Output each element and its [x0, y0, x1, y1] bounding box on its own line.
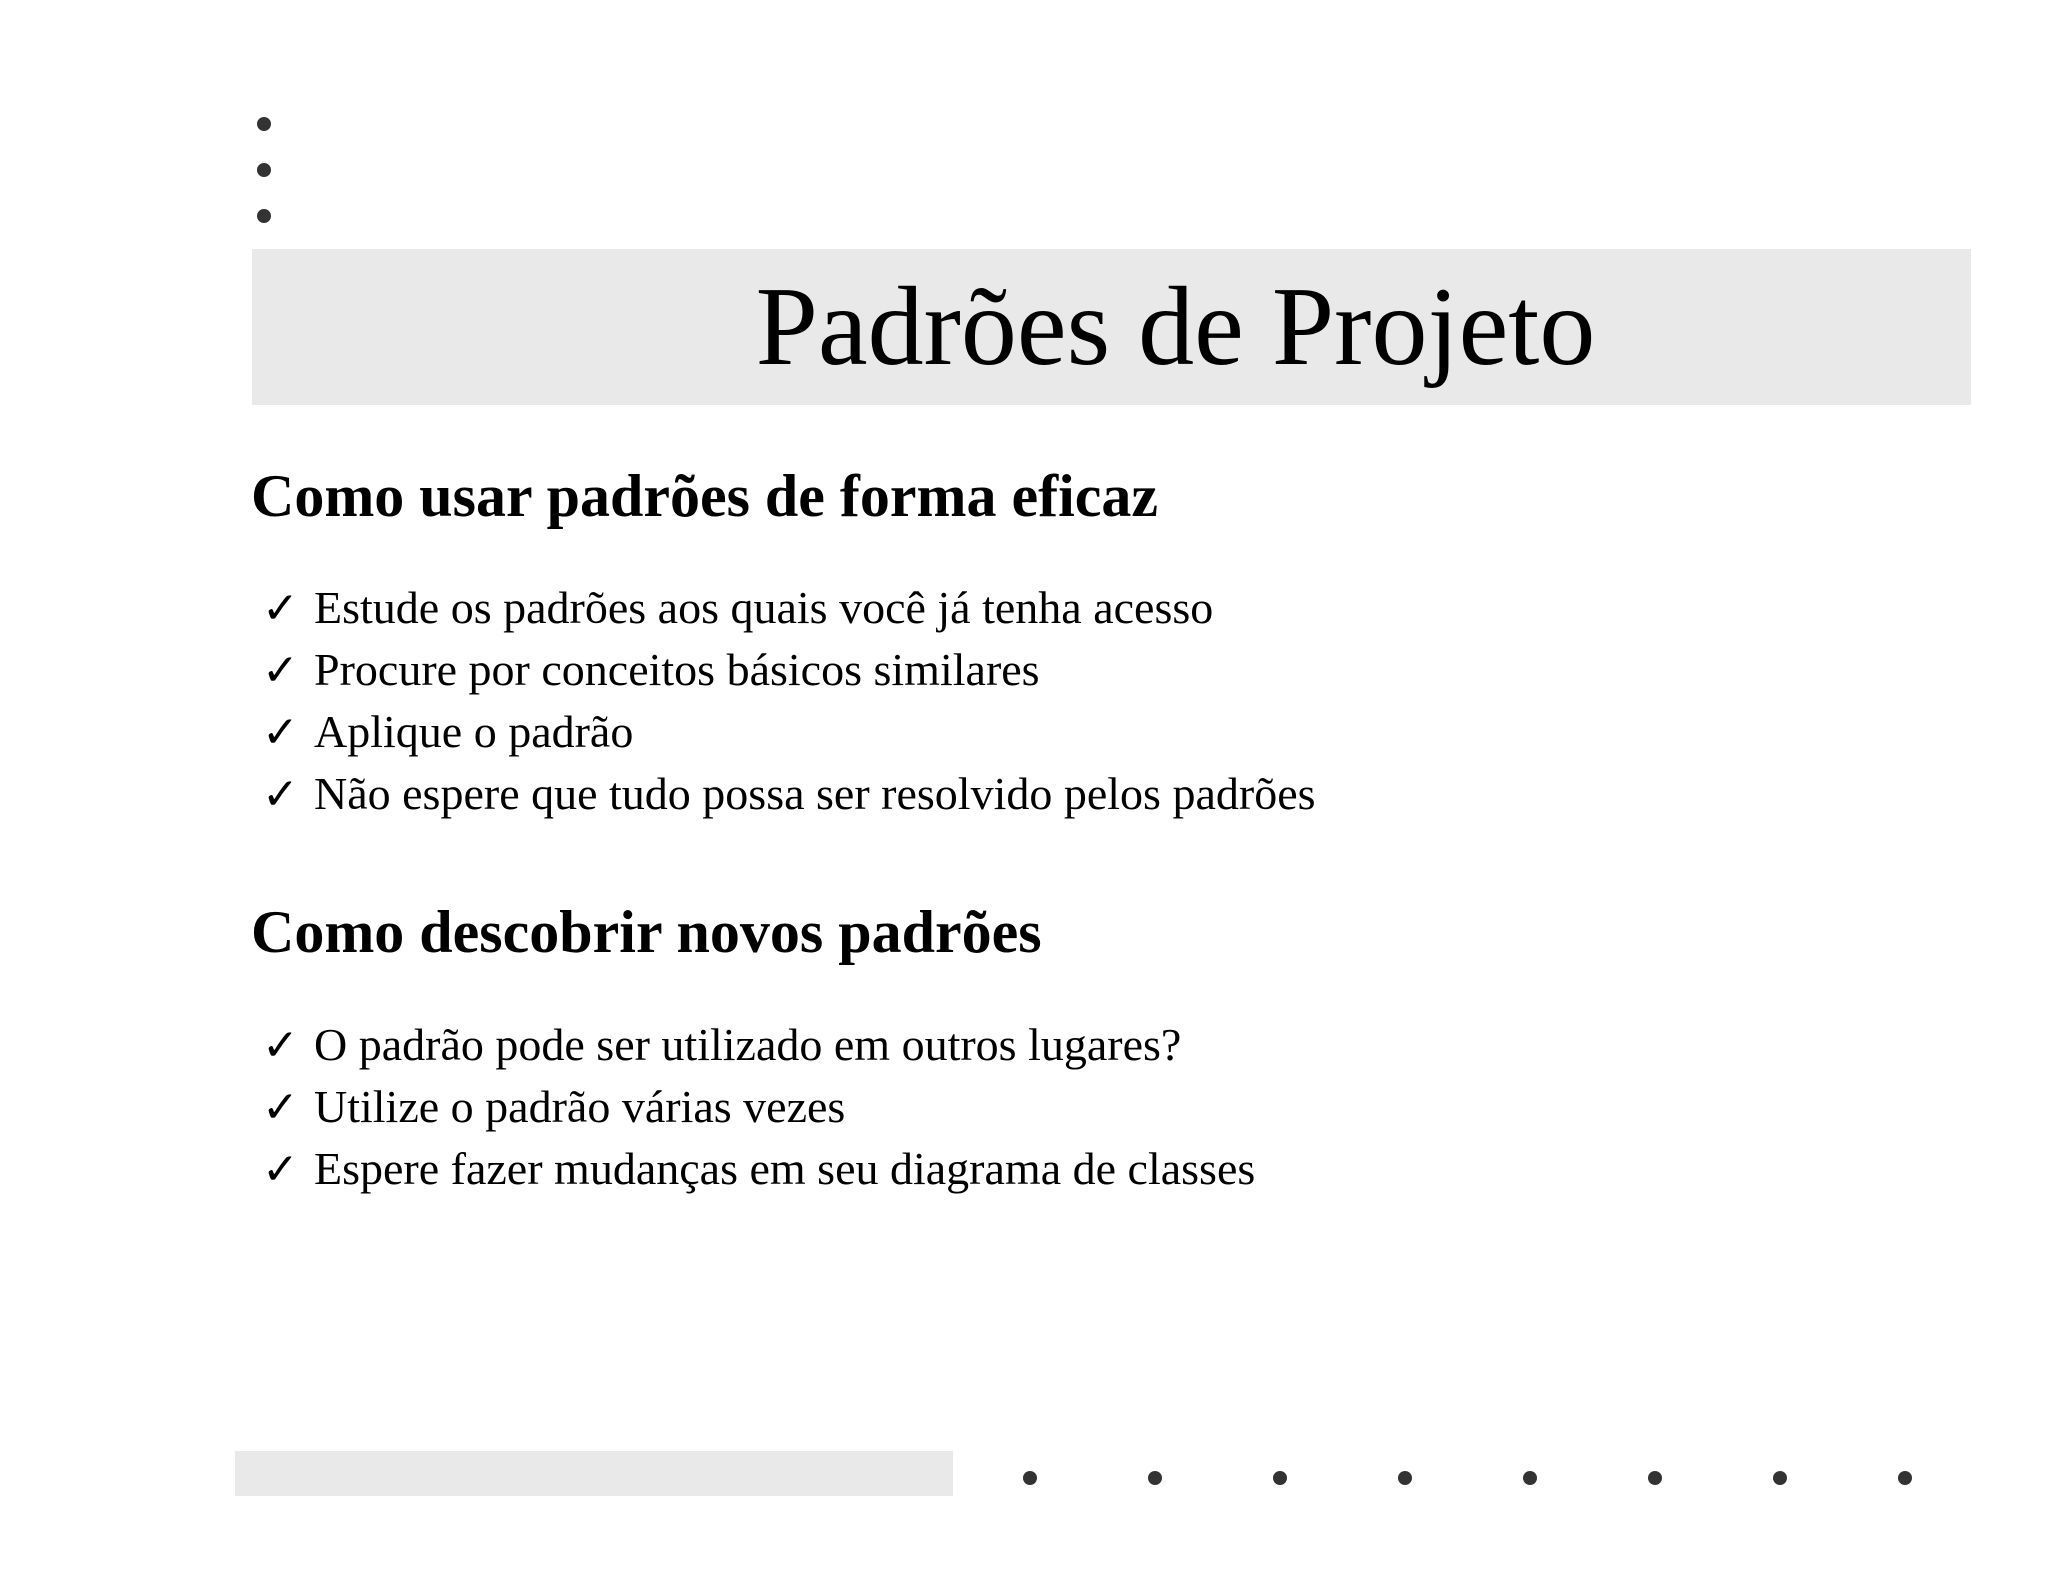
list-item [262, 701, 1316, 763]
list-item-text: O padrão pode ser utilizado em outros lugares? [314, 1019, 1182, 1070]
decor-dot [257, 163, 271, 177]
checkmark-icon: ✓ [262, 583, 299, 634]
checkmark-icon: ✓ [262, 1082, 299, 1133]
section-heading-discover-patterns: Como descobrir novos padrões [251, 899, 1042, 965]
section-heading-effective-use: Como usar padrões de forma eficaz [251, 463, 1159, 529]
list-item-text: Estude os padrões aos quais você já tenha acesso [314, 582, 1214, 633]
list-item [262, 577, 1316, 639]
list-item-text: Utilize o padrão várias vezes [314, 1081, 846, 1132]
checkmark-icon: ✓ [262, 1144, 299, 1195]
decor-dot [1523, 1471, 1537, 1485]
decor-dot [1898, 1471, 1912, 1485]
decor-dot [1648, 1471, 1662, 1485]
decor-dot [257, 209, 271, 223]
list-item-text: Espere fazer mudanças em seu diagrama de classes [314, 1143, 1256, 1194]
list-item-text: Aplique o padrão [314, 706, 634, 757]
list-item [262, 1014, 1255, 1076]
bullet-list-discover-patterns [262, 1014, 1255, 1200]
bullet-list-effective-use [262, 577, 1316, 825]
list-item-text: Procure por conceitos básicos similares [314, 644, 1040, 695]
list-item-text: Não espere que tudo possa ser resolvido pelos padrões [314, 768, 1316, 819]
list-item [262, 763, 1316, 825]
decor-dot [1398, 1471, 1412, 1485]
slide-title: Padrões de Projeto [755, 265, 1596, 389]
decor-dot [1773, 1471, 1787, 1485]
checkmark-icon: ✓ [262, 645, 299, 696]
decor-dot [257, 117, 271, 131]
checkmark-icon: ✓ [262, 1020, 299, 1071]
decor-dot [1023, 1471, 1037, 1485]
list-item [262, 1076, 1255, 1138]
checkmark-icon: ✓ [262, 707, 299, 758]
footer-band [235, 1451, 953, 1496]
decor-dot [1148, 1471, 1162, 1485]
list-item [262, 1138, 1255, 1200]
checkmark-icon: ✓ [262, 769, 299, 820]
list-item [262, 639, 1316, 701]
decor-dot [1273, 1471, 1287, 1485]
